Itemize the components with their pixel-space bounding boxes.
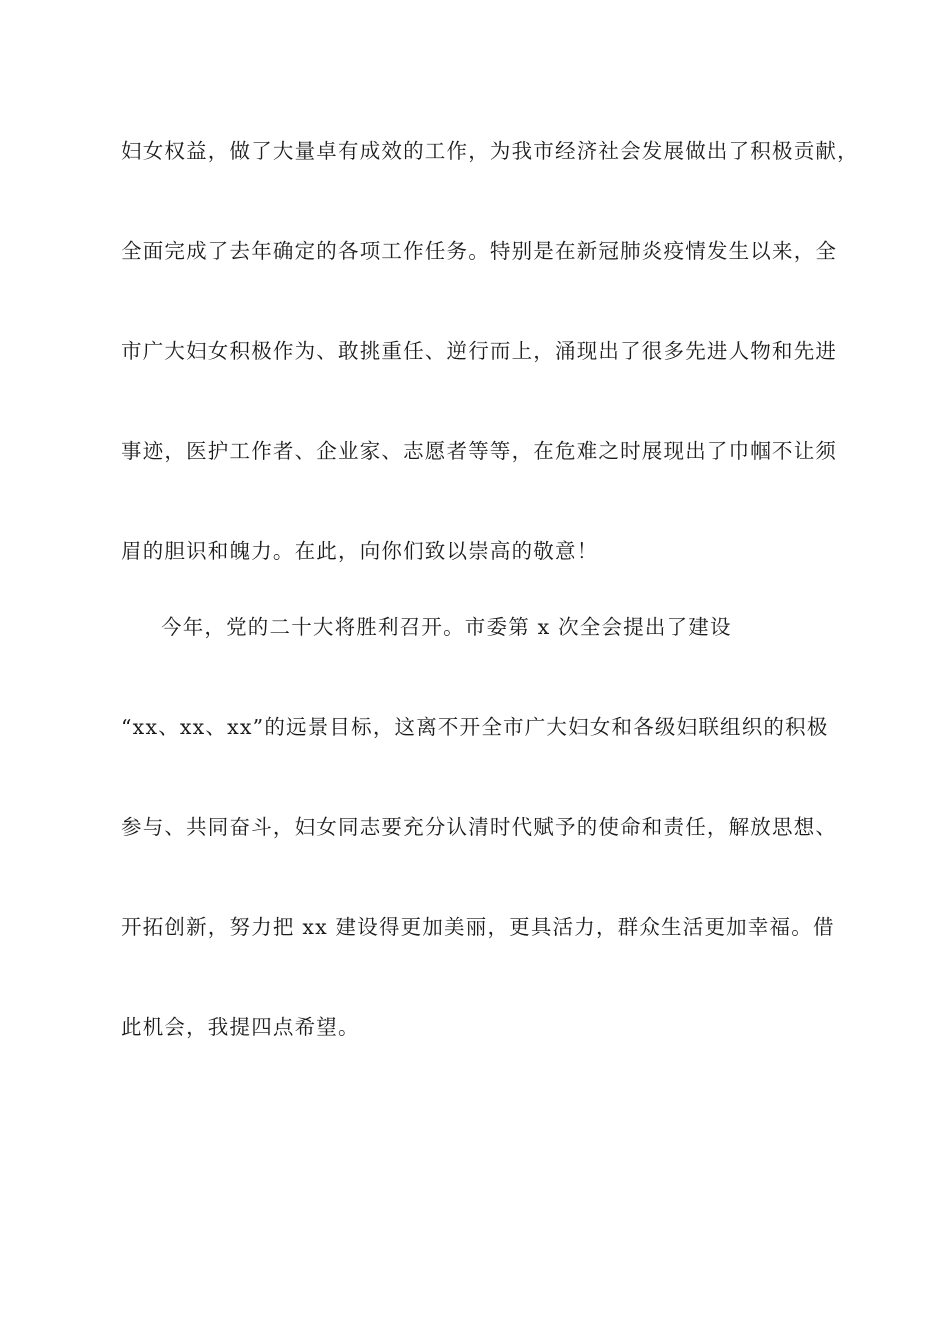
paragraph-line: “xx、xx、xx”的远景目标，这离不开全市广大妇女和各级妇联组织的积极 <box>121 715 829 739</box>
paragraph-line: 开拓创新，努力把 xx 建设得更加美丽，更具活力，群众生活更加幸福。借 <box>121 915 835 939</box>
paragraph-line-indented: 今年，党的二十大将胜利召开。市委第 x 次全会提出了建设 <box>161 615 732 639</box>
paragraph-line: 事迹，医护工作者、企业家、志愿者等等，在危难之时展现出了巾帼不让须 <box>121 439 838 463</box>
paragraph-line: 此机会，我提四点希望。 <box>121 1015 360 1039</box>
paragraph-line: 妇女权益，做了大量卓有成效的工作，为我市经济社会发展做出了积极贡献， <box>121 139 859 163</box>
paragraph-line: 市广大妇女积极作为、敢挑重任、逆行而上，涌现出了很多先进人物和先进 <box>121 339 838 363</box>
paragraph-line: 全面完成了去年确定的各项工作任务。特别是在新冠肺炎疫情发生以来，全 <box>121 239 838 263</box>
paragraph-line: 参与、共同奋斗，妇女同志要充分认清时代赋予的使命和责任，解放思想、 <box>121 815 838 839</box>
paragraph-line: 眉的胆识和魄力。在此，向你们致以崇高的敬意！ <box>121 539 599 563</box>
